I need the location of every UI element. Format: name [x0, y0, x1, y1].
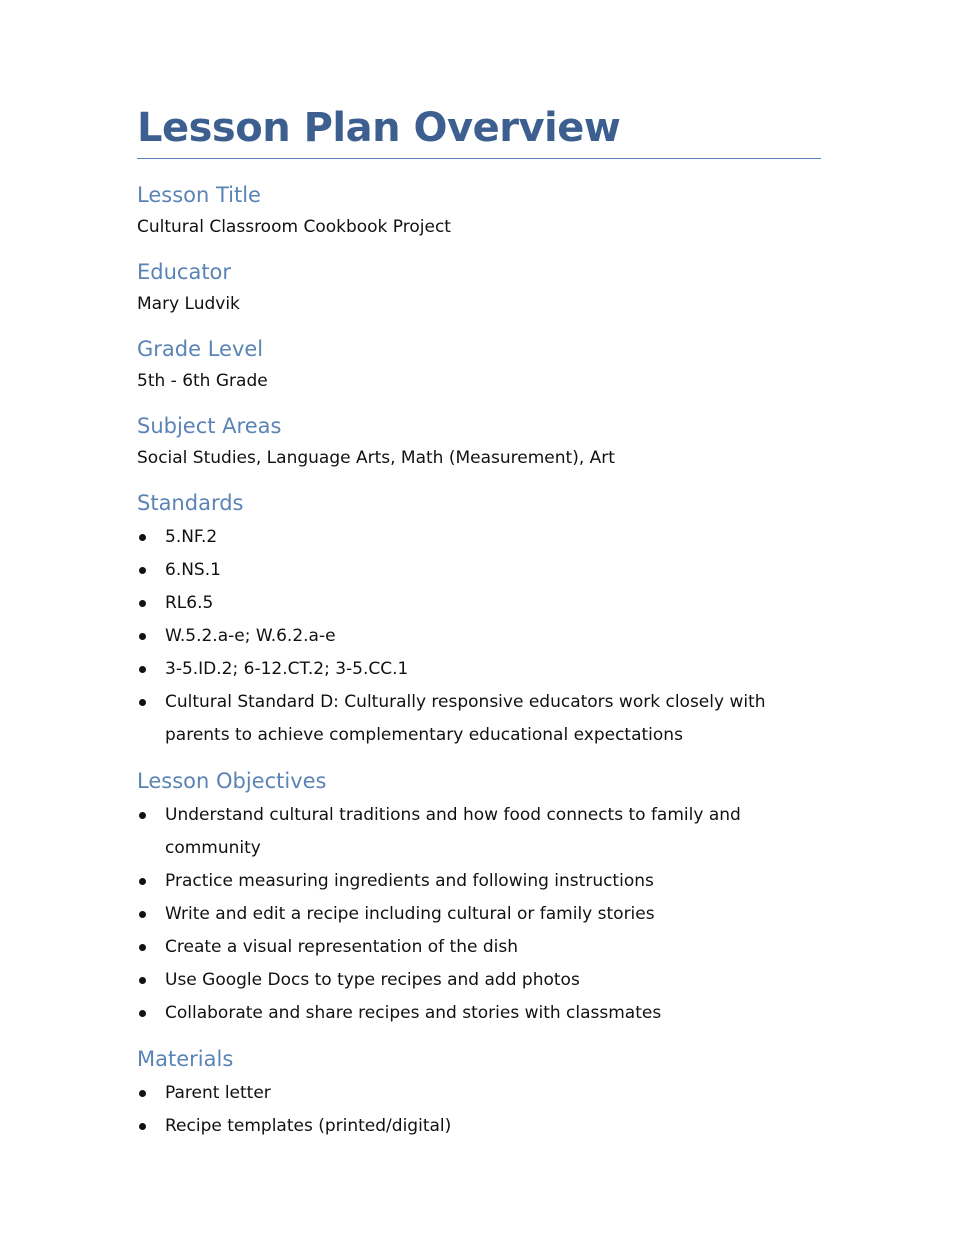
section-materials	[137, 1045, 821, 1143]
list-item	[137, 964, 821, 997]
list-item-text: Practice measuring ingredients and following instructions	[165, 871, 654, 891]
bullet-icon	[139, 878, 146, 885]
section-lesson-title	[137, 181, 821, 239]
bullet-icon	[139, 944, 146, 951]
bullet-icon	[139, 1090, 146, 1097]
list-item-text: W.5.2.a-e; W.6.2.a-e	[165, 626, 336, 646]
bullet-icon	[139, 977, 146, 984]
objectives-list	[137, 799, 821, 1030]
list-item-text: Use Google Docs to type recipes and add photos	[165, 970, 580, 990]
list-item	[137, 865, 821, 898]
list-item-text: 6.NS.1	[165, 560, 221, 580]
list-item-text: Parent letter	[165, 1083, 271, 1103]
list-item	[137, 587, 821, 620]
bullet-icon	[139, 1123, 146, 1130]
list-item	[137, 997, 821, 1030]
list-item	[137, 686, 821, 752]
list-item	[137, 931, 821, 964]
grade-level-value: 5th - 6th Grade	[137, 371, 268, 391]
standards-heading: Standards	[137, 491, 244, 515]
section-educator	[137, 258, 821, 316]
lesson-title-heading: Lesson Title	[137, 183, 261, 207]
list-item	[137, 1110, 821, 1143]
list-item	[137, 554, 821, 587]
document-page	[137, 100, 821, 1158]
bullet-icon	[139, 699, 146, 706]
educator-value: Mary Ludvik	[137, 294, 240, 314]
list-item	[137, 799, 821, 865]
educator-heading: Educator	[137, 260, 232, 284]
list-item-text: Collaborate and share recipes and stories with classmates	[165, 1003, 662, 1023]
list-item-text: 3-5.ID.2; 6-12.CT.2; 3-5.CC.1	[165, 659, 409, 679]
section-subject-areas	[137, 412, 821, 470]
subject-areas-heading: Subject Areas	[137, 414, 282, 438]
bullet-icon	[139, 600, 146, 607]
list-item-text: Create a visual representation of the dish	[165, 937, 518, 957]
title-divider	[137, 158, 821, 159]
materials-list	[137, 1077, 821, 1143]
list-item-text: Write and edit a recipe including cultural or family stories	[165, 904, 655, 924]
list-item	[137, 620, 821, 653]
list-item-text: Cultural Standard D: Culturally responsive educators work closely with parents to achieve complementary educational expectations	[165, 692, 766, 745]
section-lesson-objectives	[137, 767, 821, 1030]
bullet-icon	[139, 666, 146, 673]
list-item	[137, 653, 821, 686]
list-item-text: Understand cultural traditions and how food connects to family and community	[165, 805, 741, 858]
bullet-icon	[139, 567, 146, 574]
list-item-text: Recipe templates (printed/digital)	[165, 1116, 452, 1136]
lesson-objectives-heading: Lesson Objectives	[137, 769, 327, 793]
subject-areas-value: Social Studies, Language Arts, Math (Measurement), Art	[137, 448, 615, 468]
list-item-text: RL6.5	[165, 593, 214, 613]
section-grade-level	[137, 335, 821, 393]
standards-list	[137, 521, 821, 752]
list-item	[137, 521, 821, 554]
materials-heading: Materials	[137, 1047, 234, 1071]
bullet-icon	[139, 812, 146, 819]
bullet-icon	[139, 534, 146, 541]
page-title: Lesson Plan Overview	[137, 105, 621, 151]
grade-level-heading: Grade Level	[137, 337, 264, 361]
section-standards	[137, 489, 821, 752]
bullet-icon	[139, 633, 146, 640]
list-item	[137, 1077, 821, 1110]
bullet-icon	[139, 1010, 146, 1017]
lesson-title-value: Cultural Classroom Cookbook Project	[137, 217, 451, 237]
list-item-text: 5.NF.2	[165, 527, 218, 547]
list-item	[137, 898, 821, 931]
bullet-icon	[139, 911, 146, 918]
